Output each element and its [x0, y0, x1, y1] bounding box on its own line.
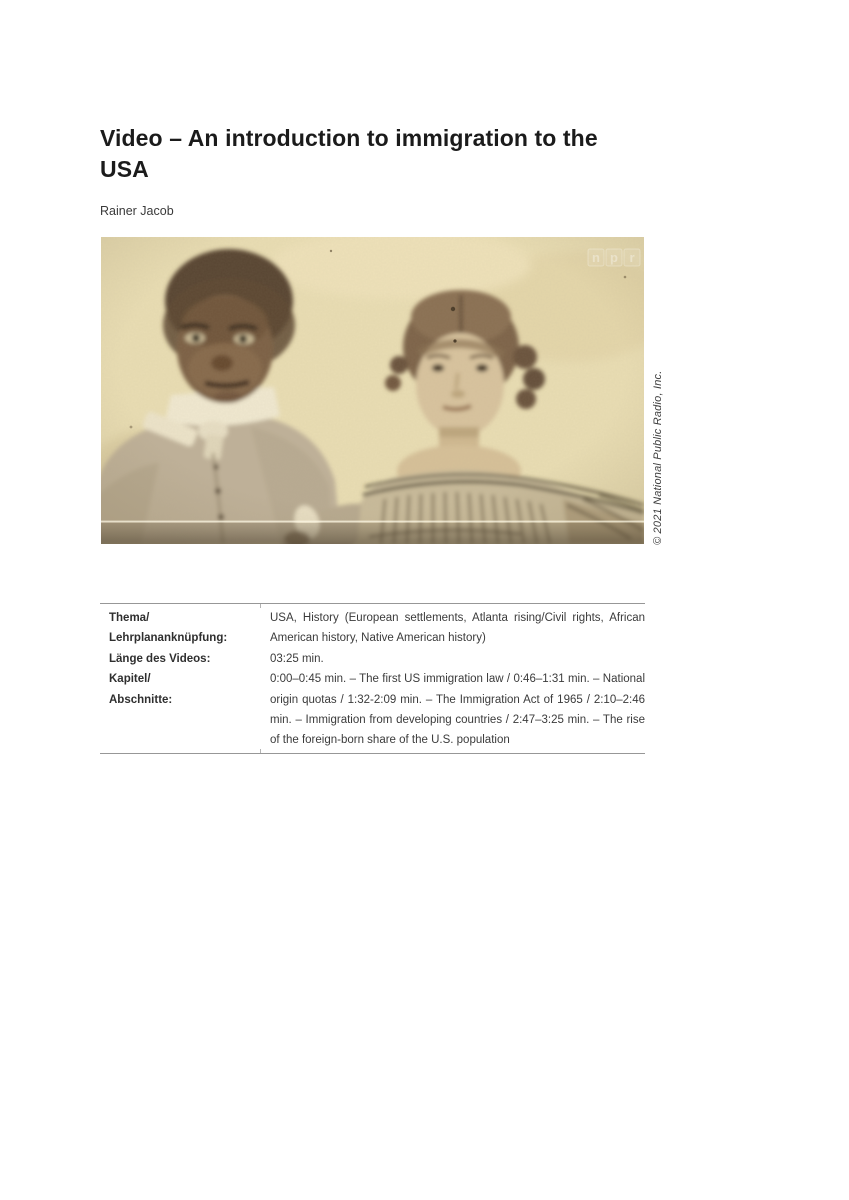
row-value-thema: USA, History (European settlements, Atlanta rising/Civil rights, African American history, Native American history) — [270, 612, 645, 645]
page-title-line-2: USA — [100, 156, 149, 182]
row-label-kapitel — [100, 669, 260, 751]
row-label-line: Länge des Videos: — [109, 652, 211, 665]
video-still-photo — [101, 237, 644, 544]
table-row-laenge — [100, 649, 645, 669]
page-title-line-1: Video – An introduction to immigration to the — [100, 125, 598, 151]
table-row-kapitel — [100, 669, 645, 751]
row-value-kapitel: 0:00–0:45 min. – The first US immigration law / 0:46–1:31 min. – National origin quotas / 1:32-2:09 min. – The Immigration Act of 1965 / 2:10–2:46 min. – Immigration from developing countries / 2:47–3:25 min. – The rise of the foreign-born share of the U.S. population — [270, 673, 645, 747]
npr-logo — [588, 249, 640, 266]
row-label-line: Kapitel/ — [109, 673, 151, 686]
row-value-laenge: 03:25 min. — [270, 652, 324, 665]
video-progress-line — [101, 521, 644, 523]
row-label-laenge — [100, 649, 260, 669]
npr-letter-n: n — [592, 250, 600, 265]
row-label-line: Thema/ — [109, 612, 150, 624]
row-label-line: Abschnitte: — [109, 693, 173, 706]
npr-letter-p: p — [610, 250, 618, 265]
row-label-line: Lehrplananknüpfung: — [109, 632, 228, 645]
author-name: Rainer Jacob — [100, 204, 174, 218]
photo-credit: © 2021 National Public Radio, Inc. — [652, 370, 664, 545]
npr-letter-r: r — [629, 250, 635, 265]
page-title — [100, 123, 680, 185]
column-divider-tick-top — [260, 604, 261, 608]
video-bottom-gradient — [101, 523, 644, 544]
historical-photo-illustration — [101, 237, 644, 544]
column-divider-tick-bottom — [260, 749, 261, 753]
info-table — [100, 603, 645, 754]
table-row-thema — [100, 608, 645, 649]
row-label-thema — [100, 608, 260, 649]
